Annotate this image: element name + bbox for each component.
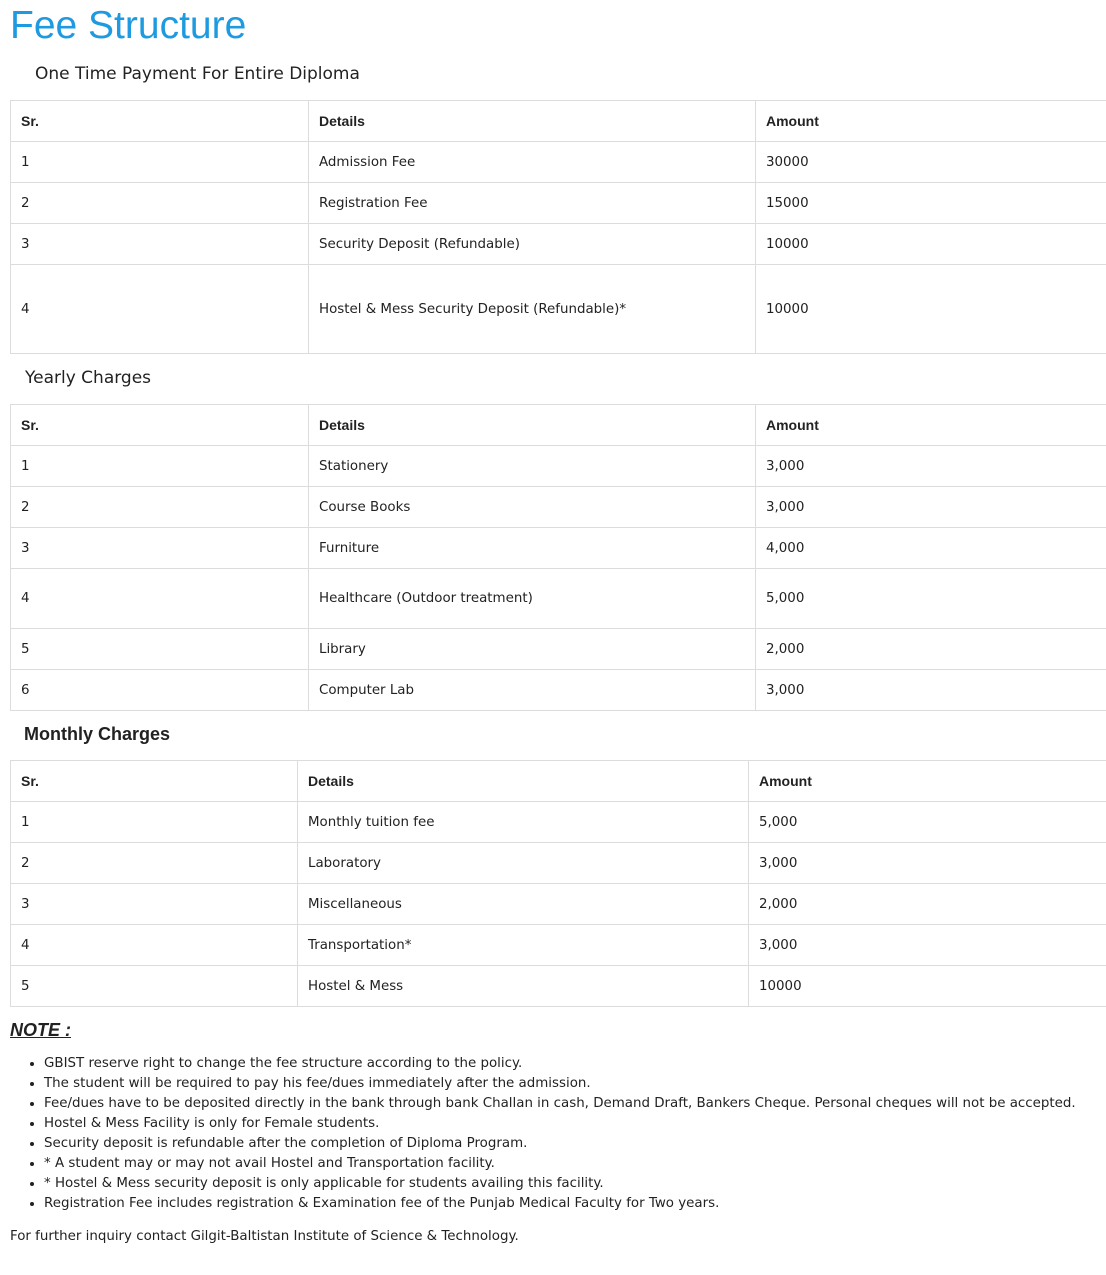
table-row: [11, 224, 1106, 265]
details-cell: Computer Lab: [309, 670, 756, 711]
amount-cell: 5,000: [749, 802, 1106, 843]
sr-cell: 2: [11, 843, 298, 884]
amount-cell: 3,000: [749, 925, 1106, 966]
list-item: • Registration Fee includes registration & Examination fee of the Punjab Medical Faculty for Two years.: [44, 1194, 1076, 1214]
table-row: [11, 629, 1106, 670]
monthly-charges-table: [10, 760, 1106, 1007]
details-cell: Admission Fee: [309, 142, 756, 183]
details-cell: Transportation*: [298, 925, 749, 966]
table-header-row: [11, 761, 1106, 802]
table-row: [11, 670, 1106, 711]
sr-cell: 1: [11, 142, 309, 183]
table-row: [11, 843, 1106, 884]
yearly-charges-table: [10, 404, 1106, 711]
table-row: [11, 925, 1106, 966]
table-row: [11, 528, 1106, 569]
details-cell: Furniture: [309, 528, 756, 569]
table-row: [11, 142, 1106, 183]
table-row: [11, 265, 1106, 354]
list-item: • Security deposit is refundable after the completion of Diploma Program.: [44, 1134, 1076, 1154]
sr-cell: 5: [11, 629, 309, 670]
sr-cell: 2: [11, 487, 309, 528]
table-row: [11, 884, 1106, 925]
amount-cell: 5,000: [756, 569, 1106, 629]
list-item: • * A student may or may not avail Hostel and Transportation facility.: [44, 1154, 1076, 1174]
note-list: [10, 1054, 1076, 1214]
table-row: [11, 183, 1106, 224]
yearly-charges-heading: Yearly Charges: [25, 368, 152, 388]
details-cell: Hostel & Mess: [298, 966, 749, 1007]
details-cell: Security Deposit (Refundable): [309, 224, 756, 265]
amount-cell: 30000: [756, 142, 1106, 183]
sr-cell: 3: [11, 884, 298, 925]
amount-cell: 3,000: [756, 670, 1106, 711]
details-column-header: Details: [309, 405, 756, 446]
sr-column-header: Sr.: [11, 761, 298, 802]
amount-cell: 10000: [749, 966, 1106, 1007]
sr-cell: 4: [11, 569, 309, 629]
sr-cell: 3: [11, 528, 309, 569]
details-cell: Laboratory: [298, 843, 749, 884]
sr-column-header: Sr.: [11, 101, 309, 142]
one-time-payment-table: [10, 100, 1106, 354]
sr-column-header: Sr.: [11, 405, 309, 446]
list-item: • * Hostel & Mess security deposit is only applicable for students availing this facility.: [44, 1174, 1076, 1194]
amount-cell: 15000: [756, 183, 1106, 224]
amount-cell: 3,000: [756, 446, 1106, 487]
page-title: Fee Structure: [10, 4, 247, 47]
table-row: [11, 446, 1106, 487]
amount-column-header: Amount: [749, 761, 1106, 802]
table-row: [11, 966, 1106, 1007]
amount-cell: 2,000: [756, 629, 1106, 670]
details-cell: Course Books: [309, 487, 756, 528]
sr-cell: 1: [11, 802, 298, 843]
sr-cell: 5: [11, 966, 298, 1007]
table-header-row: [11, 101, 1106, 142]
sr-cell: 2: [11, 183, 309, 224]
list-item: • Fee/dues have to be deposited directly in the bank through bank Challan in cash, Demand Draft, Bankers Cheque. Personal cheques will not be accepted.: [44, 1094, 1076, 1114]
list-item: • GBIST reserve right to change the fee structure according to the policy.: [44, 1054, 1076, 1074]
details-cell: Healthcare (Outdoor treatment): [309, 569, 756, 629]
table-row: [11, 802, 1106, 843]
details-column-header: Details: [309, 101, 756, 142]
list-item: • The student will be required to pay his fee/dues immediately after the admission.: [44, 1074, 1076, 1094]
details-cell: Monthly tuition fee: [298, 802, 749, 843]
details-cell: Library: [309, 629, 756, 670]
sr-cell: 6: [11, 670, 309, 711]
list-item: • Hostel & Mess Facility is only for Female students.: [44, 1114, 1076, 1134]
amount-column-header: Amount: [756, 101, 1106, 142]
amount-cell: 10000: [756, 265, 1106, 354]
table-row: [11, 487, 1106, 528]
note-heading: NOTE :: [10, 1020, 71, 1040]
amount-cell: 4,000: [756, 528, 1106, 569]
details-cell: Hostel & Mess Security Deposit (Refundable)*: [309, 265, 756, 354]
monthly-charges-heading: Monthly Charges: [24, 724, 171, 744]
table-header-row: [11, 405, 1106, 446]
footer-inquiry-text: For further inquiry contact Gilgit-Baltistan Institute of Science & Technology.: [10, 1229, 519, 1244]
table-row: [11, 569, 1106, 629]
sr-cell: 4: [11, 265, 309, 354]
amount-cell: 3,000: [756, 487, 1106, 528]
amount-cell: 10000: [756, 224, 1106, 265]
details-cell: Stationery: [309, 446, 756, 487]
details-cell: Miscellaneous: [298, 884, 749, 925]
amount-column-header: Amount: [756, 405, 1106, 446]
sr-cell: 1: [11, 446, 309, 487]
details-cell: Registration Fee: [309, 183, 756, 224]
amount-cell: 2,000: [749, 884, 1106, 925]
details-column-header: Details: [298, 761, 749, 802]
sr-cell: 4: [11, 925, 298, 966]
amount-cell: 3,000: [749, 843, 1106, 884]
sr-cell: 3: [11, 224, 309, 265]
one-time-payment-heading: One Time Payment For Entire Diploma: [35, 64, 360, 84]
